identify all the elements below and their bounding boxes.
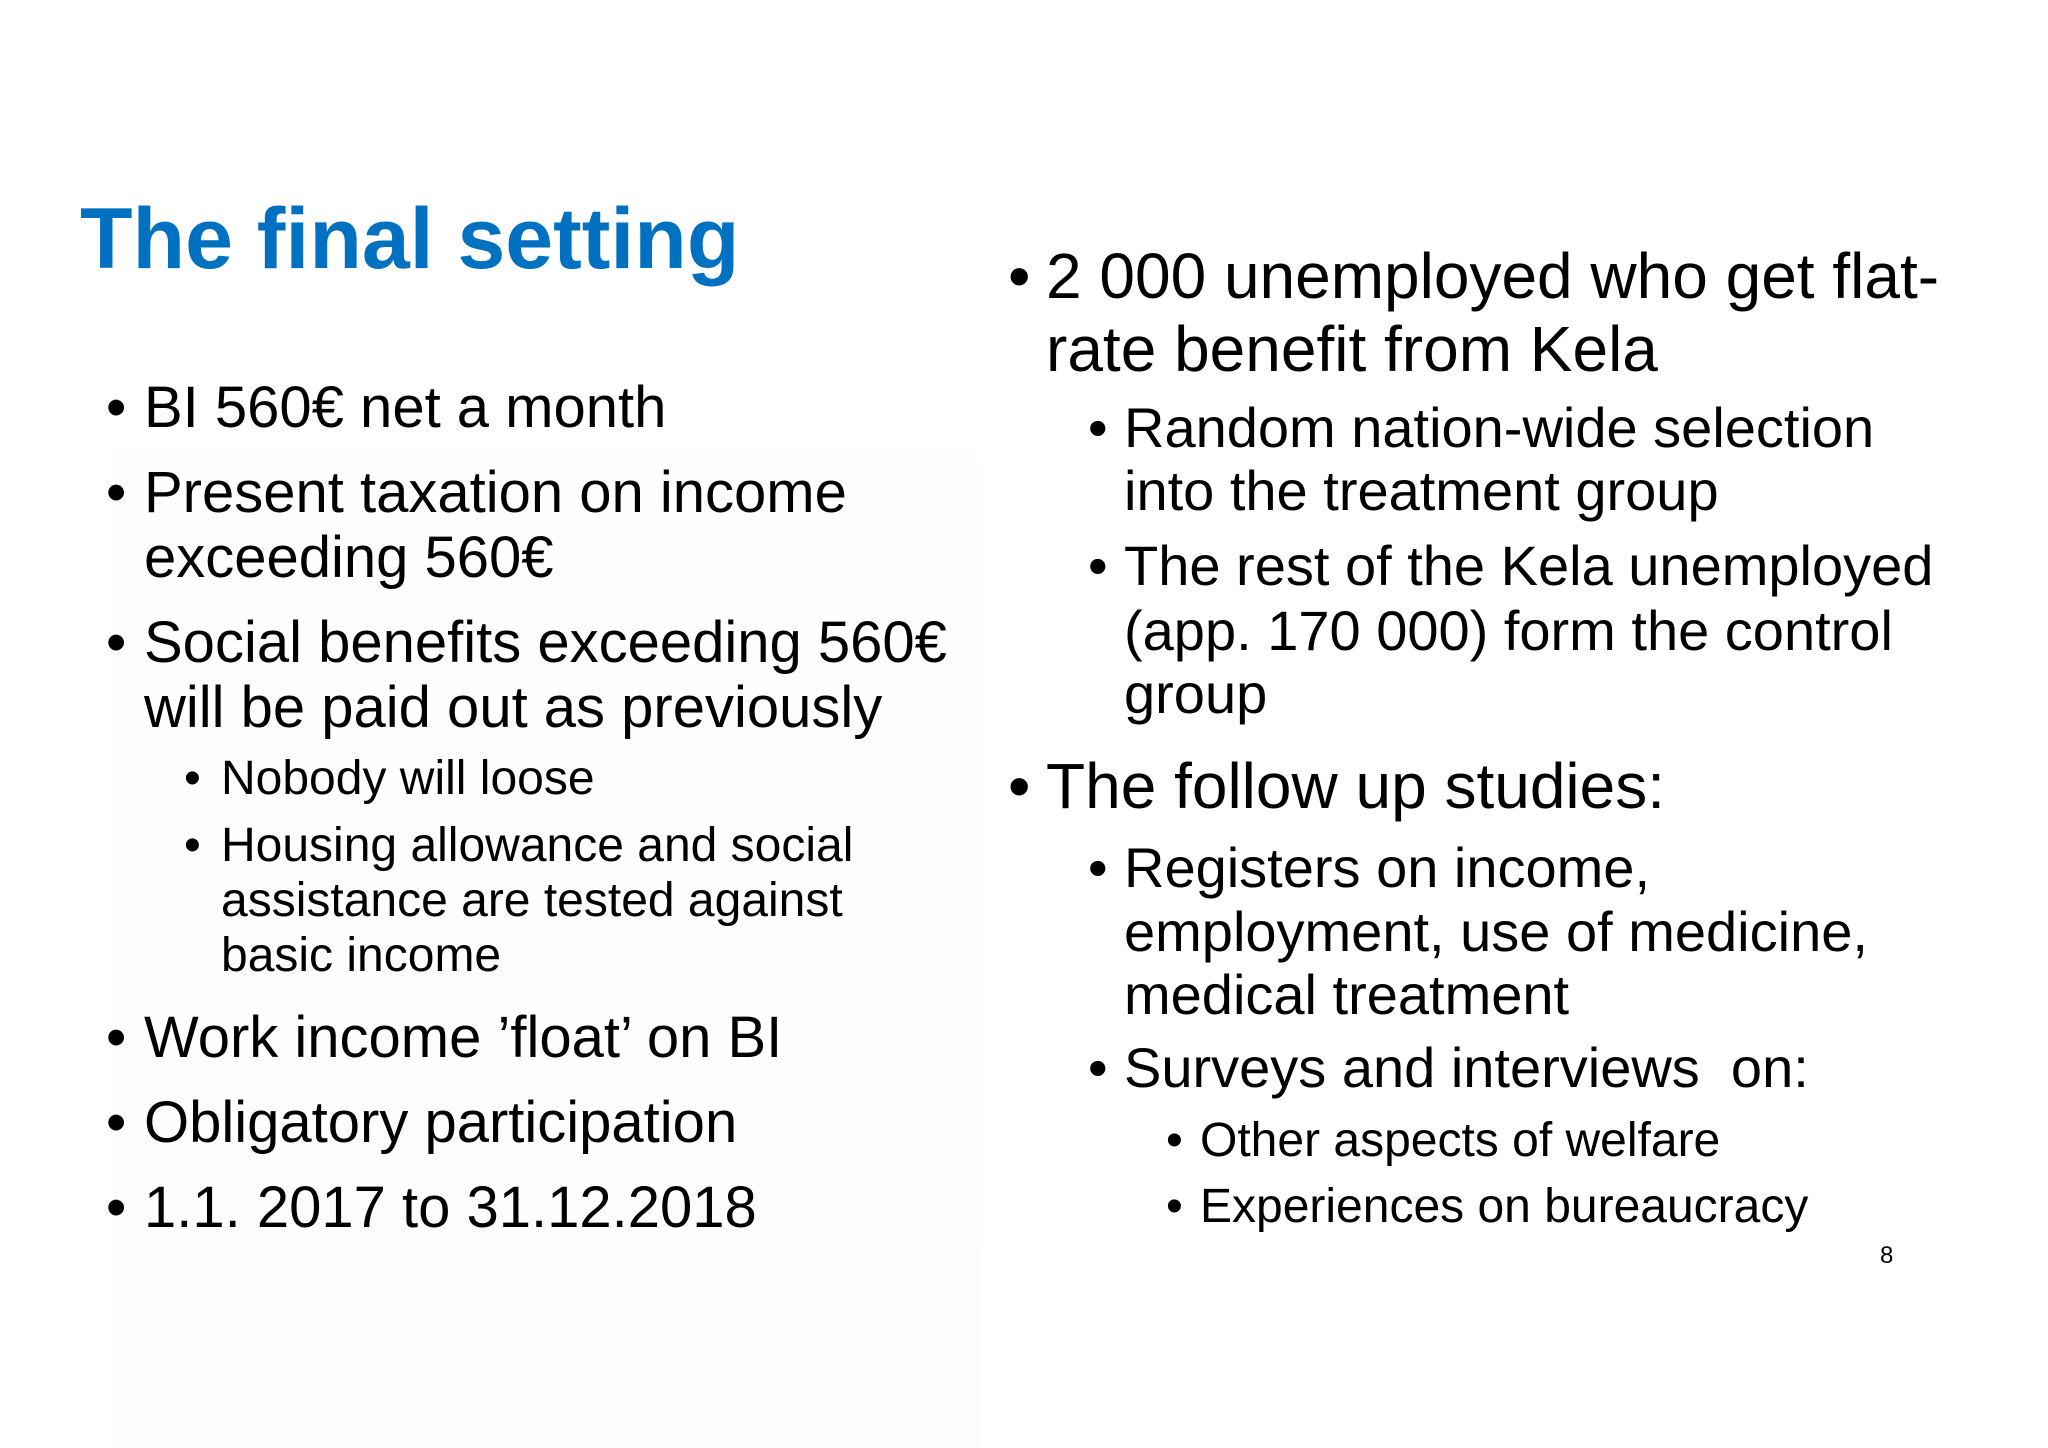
bullet-text: The follow up studies: bbox=[1046, 750, 1665, 822]
bullet-text: (app. 170 000) form the control bbox=[1124, 599, 1893, 662]
bullet-text: medical treatment bbox=[1124, 963, 1570, 1026]
bullet-text: rate benefit from Kela bbox=[1046, 313, 1658, 385]
bullet-text: Present taxation on income bbox=[144, 460, 847, 525]
bullet-dot-icon: • bbox=[1088, 534, 1108, 597]
bullet-text: Experiences on bureaucracy bbox=[1200, 1180, 1809, 1233]
page-number: 8 bbox=[1880, 1242, 1894, 1269]
bullet-text: Other aspects of welfare bbox=[1200, 1114, 1721, 1167]
bullet-text: group bbox=[1124, 662, 1268, 725]
slide-title: The final setting bbox=[80, 191, 740, 287]
bullet-text: Obligatory participation bbox=[144, 1090, 738, 1155]
bullet-text: basic income bbox=[221, 929, 502, 982]
bullet-text: employment, use of medicine, bbox=[1124, 900, 1868, 963]
bullet-text: Surveys and interviews on: bbox=[1124, 1036, 1809, 1099]
bullet-dot-icon: • bbox=[106, 610, 127, 675]
bullet-text: exceeding 560€ bbox=[144, 525, 554, 590]
bullet-text: Social benefits exceeding 560€ bbox=[144, 610, 947, 675]
bullet-text: into the treatment group bbox=[1124, 459, 1719, 522]
bullet-dot-icon: • bbox=[184, 752, 201, 805]
bullet-text: Registers on income, bbox=[1124, 836, 1651, 899]
bullet-dot-icon: • bbox=[1088, 836, 1108, 899]
bullet-text: BI 560€ net a month bbox=[144, 375, 667, 440]
bullet-text: 1.1. 2017 to 31.12.2018 bbox=[144, 1175, 757, 1240]
bullet-dot-icon: • bbox=[106, 375, 127, 440]
bullet-text: assistance are tested against bbox=[221, 874, 843, 927]
bullet-dot-icon: • bbox=[184, 819, 201, 872]
bullet-dot-icon: • bbox=[1166, 1114, 1183, 1167]
bullet-dot-icon: • bbox=[106, 1175, 127, 1240]
bullet-dot-icon: • bbox=[1088, 1036, 1108, 1099]
bullet-dot-icon: • bbox=[1008, 750, 1031, 822]
bullet-dot-icon: • bbox=[1166, 1180, 1183, 1233]
bullet-text: Nobody will loose bbox=[221, 752, 595, 805]
bullet-text: 2 000 unemployed who get flat- bbox=[1046, 240, 1940, 312]
bullet-text: will be paid out as previously bbox=[144, 675, 883, 740]
bullet-dot-icon: • bbox=[106, 1090, 127, 1155]
bullet-text: Random nation-wide selection bbox=[1124, 396, 1875, 459]
bullet-text: The rest of the Kela unemployed bbox=[1124, 534, 1934, 597]
bullet-dot-icon: • bbox=[1088, 396, 1108, 459]
bullet-text: Housing allowance and social bbox=[221, 819, 854, 872]
bullet-dot-icon: • bbox=[106, 460, 127, 525]
bullet-text: Work income ’float’ on BI bbox=[144, 1005, 783, 1070]
bullet-dot-icon: • bbox=[1008, 240, 1031, 312]
bullet-dot-icon: • bbox=[106, 1005, 127, 1070]
